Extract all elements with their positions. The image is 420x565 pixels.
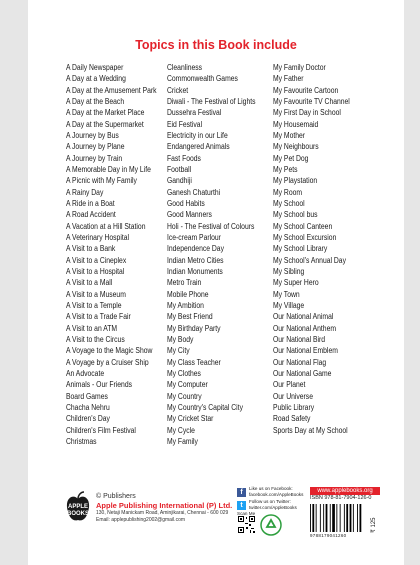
publisher-label: © Publishers — [96, 493, 136, 500]
topic-item: A Ride in a Boat — [66, 198, 115, 208]
twitter-icon: t — [237, 501, 246, 510]
topic-item: A Veterinary Hospital — [66, 232, 129, 242]
topic-item: My Country's Capital City — [167, 402, 243, 412]
topic-item: My Birthday Party — [167, 323, 221, 333]
topic-item: My School — [273, 198, 305, 208]
topic-item: A Visit to the Circus — [66, 334, 125, 344]
topic-item: Metro Train — [167, 278, 202, 288]
barcode-number: 9788179041260 — [310, 533, 347, 538]
topic-item: Mobile Phone — [167, 289, 209, 299]
topic-item: My Country — [167, 391, 202, 401]
topic-item: My School Excursion — [273, 232, 337, 242]
topic-item: Children's Day — [66, 414, 110, 424]
topic-item: My Family — [167, 436, 198, 446]
topic-item: A Voyage to the Magic Show — [66, 346, 153, 356]
publisher-name: Apple Publishing International (P) Ltd. — [96, 501, 233, 510]
topic-item: Holi - The Festival of Colours — [167, 221, 255, 231]
topic-item: A Daily Newspaper — [66, 63, 124, 72]
topic-item: My Favourite TV Channel — [273, 96, 350, 106]
topic-item: Cricket — [167, 85, 189, 95]
topic-item: My Village — [273, 300, 305, 310]
social-links — [237, 486, 303, 517]
topic-item: Christmas — [66, 436, 97, 446]
topic-item: A Visit to a Temple — [66, 300, 122, 310]
topic-item: A Day at the Market Place — [66, 108, 145, 118]
topic-item: A Journey by Train — [66, 153, 123, 163]
topic-item: My Body — [167, 334, 194, 344]
topic-item: My School bus — [273, 210, 318, 220]
topic-item: My School Canteen — [273, 221, 333, 231]
logo-top-text: APPLE — [67, 504, 89, 510]
topic-item: My City — [167, 346, 190, 356]
topic-item: Our National Emblem — [273, 346, 338, 356]
topic-item: Indian Metro Cities — [167, 255, 224, 265]
topic-item: A Visit to a Bank — [66, 244, 116, 254]
facebook-icon: f — [237, 488, 246, 497]
topic-item: Indian Monuments — [167, 266, 223, 276]
topic-item: My Playstation — [273, 176, 318, 186]
topic-item: Fast Foods — [167, 153, 201, 163]
topic-item: A Journey by Plane — [66, 142, 125, 152]
topic-item: A Voyage by a Cruiser Ship — [66, 357, 149, 367]
website-label: www.applebooks.org — [310, 487, 380, 495]
topic-item: My School's Annual Day — [273, 255, 346, 265]
topic-item: My Pets — [273, 164, 298, 174]
apple-books-logo — [64, 490, 92, 530]
topic-item: My Room — [273, 187, 303, 197]
topic-item: A Day at the Beach — [66, 96, 125, 106]
recycle-icon — [260, 514, 282, 536]
page-title: Topics in this Book include — [135, 38, 297, 52]
topic-item: Animals - Our Friends — [66, 380, 132, 390]
topic-item: My Computer — [167, 380, 208, 390]
topic-item: A Day at a Wedding — [66, 74, 126, 84]
topic-item: Cleanliness — [167, 63, 203, 72]
topic-item: A Visit to a Trade Fair — [66, 312, 131, 322]
topic-item: Eid Festival — [167, 119, 203, 129]
facebook-line1: Like us on Facebook: — [249, 486, 293, 491]
topic-item: Ice-cream Parlour — [167, 232, 221, 242]
topic-item: My School Library — [273, 244, 328, 254]
topic-item: My Ambition — [167, 300, 204, 310]
topic-item: Our National Flag — [273, 357, 327, 367]
topic-item: My Clothes — [167, 368, 201, 378]
topic-item: My Best Friend — [167, 312, 213, 322]
publisher-email: Email: applepublishing2002@gmail.com — [96, 517, 186, 523]
topic-item: Our National Bird — [273, 334, 326, 344]
isbn-text: ISBN 978-81-7904-126-0 — [310, 495, 372, 501]
topic-item: Football — [167, 164, 192, 174]
topic-item: My Father — [273, 74, 304, 84]
topic-item: My Pet Dog — [273, 153, 309, 163]
topic-item: Board Games — [66, 391, 108, 401]
topic-item: Good Habits — [167, 198, 205, 208]
topic-item: My First Day in School — [273, 108, 341, 118]
topic-item: Electricity in our Life — [167, 130, 228, 140]
publisher-address: 130, Netaji Manickam Road, Aminjikarai, Chennai - 600 029 — [96, 510, 229, 516]
facebook-line2: facebook.com/AppleBooks — [249, 492, 304, 497]
topic-item: A Vacation at a Hill Station — [66, 221, 146, 231]
topic-item: My Sibling — [273, 266, 305, 276]
logo-bottom-text: BOOKS — [66, 511, 90, 517]
topic-item: My Mother — [273, 130, 306, 140]
topic-item: A Visit to an ATM — [66, 323, 118, 333]
topic-item: A Day at the Supermarket — [66, 119, 144, 129]
qr-code-icon — [238, 516, 255, 533]
topic-item: Children's Film Festival — [66, 425, 136, 435]
topics-column-1 — [66, 62, 157, 447]
topic-item: Chacha Nehru — [66, 402, 110, 412]
topic-item: A Visit to a Museum — [66, 289, 126, 299]
topics-column-2 — [167, 62, 256, 447]
barcode-block — [310, 487, 380, 542]
topic-item: A Road Accident — [66, 210, 116, 220]
twitter-line1: Follow us on Twitter: — [249, 499, 291, 504]
topic-item: My Family Doctor — [273, 63, 326, 72]
barcode-icon — [310, 504, 368, 532]
topic-item: Sports Day at My School — [273, 425, 348, 435]
topic-item: A Visit to a Mall — [66, 278, 113, 288]
topic-item: My Housemaid — [273, 119, 319, 129]
topic-item: A Rainy Day — [66, 187, 104, 197]
topic-item: My Cricket Star — [167, 414, 214, 424]
topic-item: Dussehra Festival — [167, 108, 222, 118]
topic-item: Public Library — [273, 402, 315, 412]
topic-item: My Favourite Cartoon — [273, 85, 339, 95]
topic-item: Diwali - The Festival of Lights — [167, 96, 256, 106]
scan-me-label: Scan Me — [237, 511, 256, 516]
topic-item: A Day at the Amusement Park — [66, 85, 157, 95]
topics-column-3 — [273, 62, 350, 436]
topic-item: A Memorable Day in My Life — [66, 164, 151, 174]
topic-item: Endangered Animals — [167, 142, 230, 152]
topic-item: Good Manners — [167, 210, 212, 220]
twitter-line2: twitter.com/AppleBooks — [249, 505, 297, 510]
topic-item: My Class Teacher — [167, 357, 221, 367]
topic-item: A Visit to a Cineplex — [66, 255, 127, 265]
topic-item: A Journey by Bus — [66, 130, 119, 140]
topic-item: Our Universe — [273, 391, 313, 401]
topic-item: Our Planet — [273, 380, 306, 390]
topic-item: Gandhiji — [167, 176, 192, 186]
publisher-info — [96, 492, 232, 524]
topic-item: An Advocate — [66, 368, 105, 378]
topic-item: My Super Hero — [273, 278, 319, 288]
topic-item: Independence Day — [167, 244, 224, 254]
topic-item: Our National Game — [273, 368, 332, 378]
topic-item: A Picnic with My Family — [66, 176, 137, 186]
topic-item: Road Safety — [273, 414, 311, 424]
topic-item: Our National Anthem — [273, 323, 336, 333]
topic-item: Our National Animal — [273, 312, 334, 322]
topic-item: Ganesh Chaturthi — [167, 187, 221, 197]
topic-item: My Cycle — [167, 425, 195, 435]
back-cover-page — [28, 0, 404, 565]
topic-item: My Town — [273, 289, 300, 299]
topic-item: My Neighbours — [273, 142, 319, 152]
topic-item: A Visit to a Hospital — [66, 266, 125, 276]
price-label: ₹ 125 — [371, 517, 377, 533]
topic-item: Commonwealth Games — [167, 74, 238, 84]
